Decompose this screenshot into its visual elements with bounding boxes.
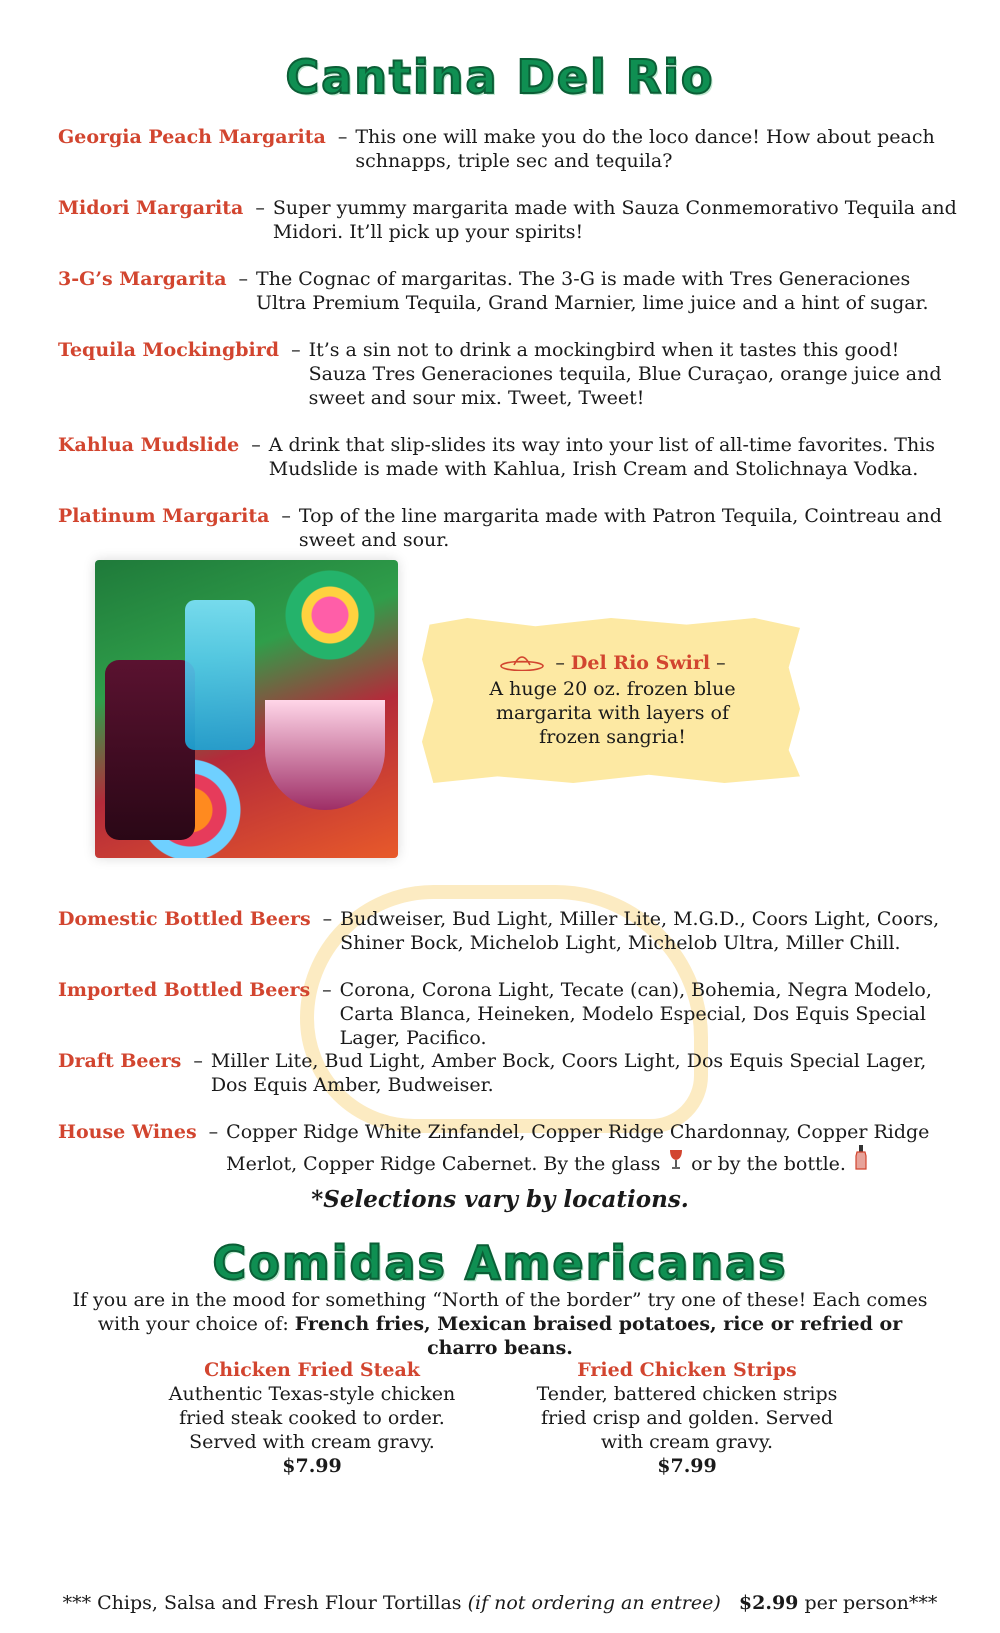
beer-category: Domestic Bottled Beers — [58, 908, 311, 930]
beer-list: Budweiser, Bud Light, Miller Lite, M.G.D., Coors Light, Coors, Shiner Bock, Michelob Light, Michelob Ultra, Miller Chill. — [340, 908, 940, 954]
page-title: Cantina Del Rio — [285, 50, 715, 104]
wine-list-text: Copper Ridge White Zinfandel, Copper Ridge Chardonnay, Copper Ridge Merlot, Copper Ridge Cabernet. By the glass — [226, 1121, 930, 1175]
wine-category: House Wines — [58, 1121, 197, 1143]
drink-description: The Cognac of margaritas. The 3-G is made with Tres Generaciones Ultra Premium Tequila, Grand Marnier, lime juice and a hint of sugar. — [256, 268, 929, 314]
footer-note — [0, 1592, 1000, 1614]
section-intro — [60, 1288, 940, 1360]
selections-note: *Selections vary by locations. — [311, 1186, 689, 1213]
drink-description: This one will make you do the loco dance! How about peach schnapps, triple sec and tequila? — [355, 126, 935, 172]
blue-glass — [185, 600, 255, 750]
intro-sides: French fries, Mexican braised potatoes, rice or refried or charro beans. — [294, 1313, 903, 1359]
entree-description: Tender, battered chicken strips fried crisp and golden. Served with cream gravy. — [536, 1383, 838, 1453]
dash: – — [193, 1050, 203, 1072]
drink-item — [58, 196, 960, 244]
swirl-description: A huge 20 oz. frozen blue margarita with layers of frozen sangria! — [489, 678, 736, 748]
drink-item — [58, 504, 960, 552]
section-title: Comidas Americanas — [212, 1236, 788, 1290]
drink-name: Platinum Margarita — [58, 505, 270, 527]
swirl-title: Del Rio Swirl — [570, 652, 711, 674]
dash: – — [238, 268, 249, 290]
swirl-banner-text — [470, 651, 755, 749]
beer-list: Miller Lite, Bud Light, Amber Bock, Coors Light, Dos Equis Special Lager, Dos Equis Amber, Budweiser. — [210, 1050, 927, 1096]
red-glass — [105, 660, 195, 840]
entree-item — [147, 1358, 477, 1478]
drink-description: It’s a sin not to drink a mockingbird when it tastes this good! Sauza Tres Generaciones tequila, Blue Curaçao, orange juice and sweet and sour mix. Tweet, Tweet! — [308, 339, 942, 409]
dash: – — [291, 339, 301, 361]
dash: – — [255, 197, 265, 219]
dash: – — [322, 979, 332, 1001]
footer-lead: *** Chips, Salsa and Fresh Flour Tortillas — [62, 1592, 462, 1614]
dash: – — [251, 434, 261, 456]
drink-name: Georgia Peach Margarita — [58, 126, 326, 148]
entree-name: Fried Chicken Strips — [577, 1359, 797, 1381]
sombrero-icon — [499, 651, 545, 677]
wine-list-end: or by the bottle. — [691, 1153, 846, 1175]
intro-text: If you are in the mood for something “North of the border” try one of these! Each comes with your choice of: — [72, 1289, 928, 1335]
beer-category: Imported Bottled Beers — [58, 979, 311, 1001]
drink-item — [58, 433, 960, 481]
beer-item — [58, 1049, 960, 1097]
drink-name: Kahlua Mudslide — [58, 434, 240, 456]
swirl-dash: – — [716, 652, 726, 674]
drink-name: Tequila Mockingbird — [58, 339, 280, 361]
entree-price: $7.99 — [282, 1455, 342, 1477]
entree-item — [522, 1358, 852, 1478]
wine-bottle-icon — [846, 1151, 870, 1175]
entree-description: Authentic Texas-style chicken fried steak cooked to order. Served with cream gravy. — [168, 1383, 456, 1453]
drink-name: Midori Margarita — [58, 197, 244, 219]
beer-item — [58, 907, 960, 955]
drink-description: Top of the line margarita made with Patron Tequila, Cointreau and sweet and sour. — [298, 505, 942, 551]
entree-price: $7.99 — [657, 1455, 717, 1477]
beer-list: Corona, Corona Light, Tecate (can), Bohemia, Negra Modelo, Carta Blanca, Heineken, Modelo Especial, Dos Equis Special Lager, Pacifico. — [339, 979, 932, 1049]
dash: – — [208, 1121, 219, 1143]
drink-description: A drink that slip-slides its way into your list of all-time favorites. This Mudslide is made with Kahlua, Irish Cream and Stolichnaya Vodka. — [268, 434, 936, 480]
footer-price: $2.99 — [738, 1592, 799, 1614]
swirl-dash: – — [555, 652, 565, 674]
drink-description: Super yummy margarita made with Sauza Conmemorativo Tequila and Midori. It’ll pick up your spirits! — [272, 197, 957, 243]
drink-item — [58, 338, 960, 410]
beer-item — [58, 978, 960, 1050]
beer-item — [58, 1120, 960, 1176]
drink-name: 3-G’s Margarita — [58, 268, 227, 290]
drink-item — [58, 267, 960, 315]
wine-list — [226, 1120, 960, 1176]
drink-item — [58, 125, 960, 173]
entree-name: Chicken Fried Steak — [204, 1359, 420, 1381]
dash: – — [322, 908, 333, 930]
wine-glass-icon — [660, 1151, 691, 1175]
margarita-photo — [95, 560, 398, 858]
footer-paren: (if not ordering an entree) — [467, 1592, 721, 1614]
dash: – — [337, 126, 348, 148]
footer-tail: per person*** — [804, 1592, 938, 1614]
beer-category: Draft Beers — [58, 1050, 182, 1072]
swirl-glass — [265, 700, 385, 810]
dash: – — [281, 505, 291, 527]
